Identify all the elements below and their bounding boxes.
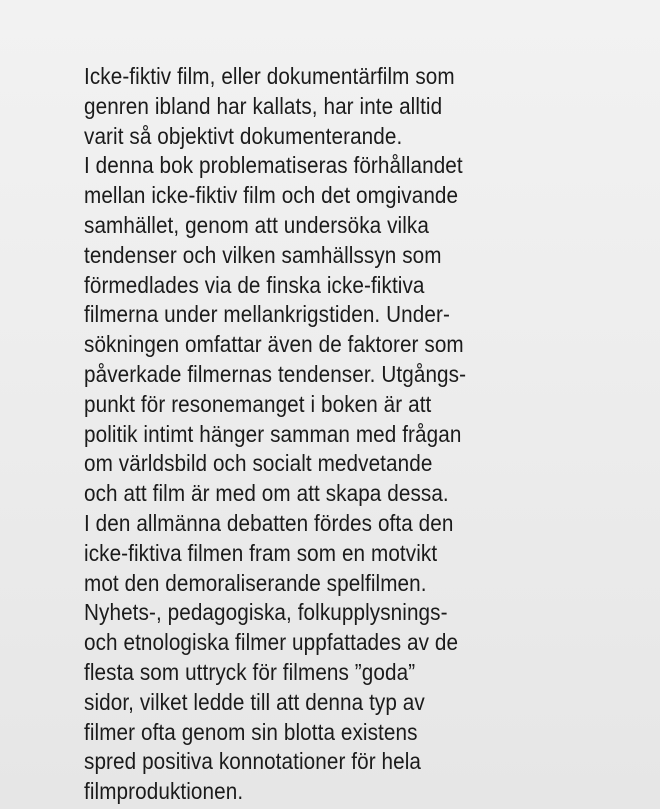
text-line: Icke-fiktiv film, eller dokumentärfilm som — [84, 63, 455, 89]
text-line: punkt för resonemanget i boken är att — [84, 390, 432, 417]
text-line: filmproduktionen. — [84, 778, 244, 805]
text-line: tendenser och vilken samhällssyn som — [84, 241, 442, 268]
text-line: filmer ofta genom sin blotta existens — [84, 718, 418, 745]
text-line: och etnologiska filmer uppfattades av de — [84, 629, 459, 656]
text-line: varit så objektivt dokumenterande. — [84, 122, 403, 149]
text-line: samhället, genom att undersöka vilka — [84, 211, 429, 238]
text-line: icke-fiktiva filmen fram som en motvikt — [84, 539, 438, 566]
text-line: sökningen omfattar även de faktorer som — [84, 331, 464, 358]
text-line: påverkade filmernas tendenser. Utgångs- — [84, 360, 467, 387]
text-line: genren ibland har kallats, har inte alltid — [84, 92, 443, 119]
text-line: spred positiva konnotationer för hela — [84, 748, 422, 775]
text-line: Nyhets-, pedagogiska, folkupplysnings- — [84, 599, 448, 626]
text-line: filmerna under mellankrigstiden. Under- — [84, 301, 450, 328]
text-line: I denna bok problematiseras förhållandet — [84, 152, 463, 179]
text-line: I den allmänna debatten fördes ofta den — [84, 509, 454, 536]
body-text-block — [84, 62, 644, 807]
text-line: mot den demoraliserande spelfilmen. — [84, 569, 427, 596]
text-line: mellan icke-fiktiv film och det omgivande — [84, 182, 459, 209]
text-line: politik intimt hänger samman med frågan — [84, 420, 462, 447]
text-line: sidor, vilket ledde till att denna typ av — [84, 688, 425, 715]
text-line: om världsbild och socialt medvetande — [84, 450, 433, 477]
text-line: förmedlades via de finska icke-fiktiva — [84, 271, 425, 298]
text-line: flesta som uttryck för filmens ”goda” — [84, 658, 416, 685]
text-line: och att film är med om att skapa dessa. — [84, 480, 449, 507]
